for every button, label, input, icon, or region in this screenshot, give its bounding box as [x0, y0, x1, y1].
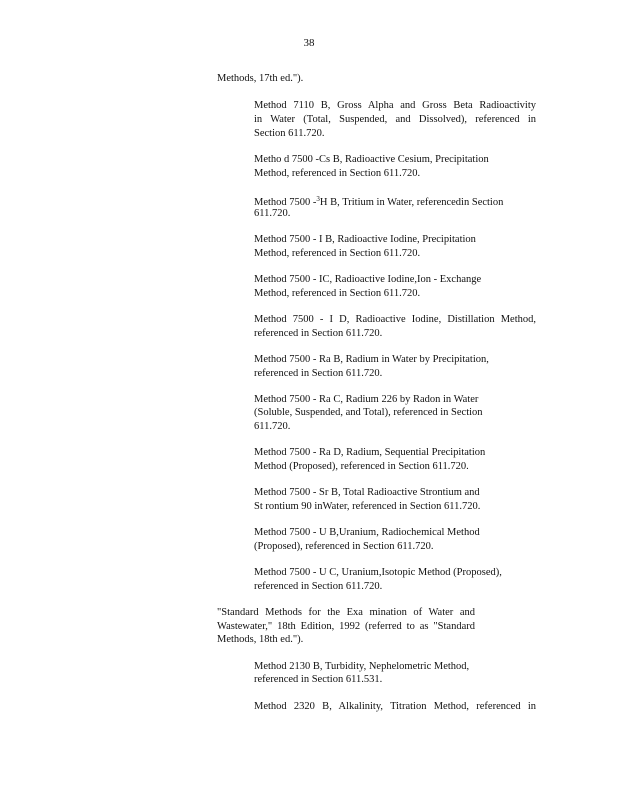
standard-methods-18th-line-3: Methods, 18th ed.").: [217, 634, 304, 645]
method-7500id-line-1: Method 7500 - I D, Radioactive Iodine, Distillation Method,: [254, 314, 536, 325]
method-7500h-line-2: 611.720.: [254, 208, 291, 219]
method-7110b-line-2: in Water (Total, Suspended, and Dissolved), referenced in: [254, 114, 536, 125]
method-7500h-prefix: Method 7500 -: [254, 197, 317, 208]
superscript-3: 3: [316, 195, 320, 203]
method-7500rac-line-1: Method 7500 - Ra C, Radium 226 by Radon in Water: [254, 394, 479, 405]
method-7500ub-line-1: Method 7500 - U B,Uranium, Radiochemical Method: [254, 527, 480, 538]
method-7500rad-line-2: Method (Proposed), referenced in Section 611.720.: [254, 461, 469, 472]
standard-methods-18th-line-1: "Standard Methods for the Exa mination of Water and: [217, 607, 475, 618]
method-7500rac-line-2: (Soluble, Suspended, and Total), referenced in Section: [254, 407, 483, 418]
method-7500rad-line-1: Method 7500 - Ra D, Radium, Sequential Precipitation: [254, 447, 486, 458]
standard-methods-18th-line-2: Wastewater," 18th Edition, 1992 (referred to as "Standard: [217, 621, 475, 632]
method-2130b-line-1: Method 2130 B, Turbidity, Nephelometric Method,: [254, 661, 470, 672]
method-7500rac-line-3: 611.720.: [254, 421, 291, 432]
method-7500h-suffix: H B, Tritium in Water, referencedin Section: [319, 197, 504, 208]
continuation-line: Methods, 17th ed.").: [217, 73, 304, 84]
method-2320b-line-1: Method 2320 B, Alkalinity, Titration Method, referenced in: [254, 701, 536, 712]
method-7500sr-line-2: St rontium 90 inWater, referenced in Section 611.720.: [254, 501, 481, 512]
method-7500ic-line-1: Method 7500 - IC, Radioactive Iodine,Ion - Exchange: [254, 274, 482, 285]
method-7500uc-line-2: referenced in Section 611.720.: [254, 581, 383, 592]
method-7110b-line-3: Section 611.720.: [254, 128, 325, 139]
method-7500ib-line-2: Method, referenced in Section 611.720.: [254, 248, 421, 259]
method-7500rab-line-1: Method 7500 - Ra B, Radium in Water by Precipitation,: [254, 354, 489, 365]
method-7500cs-line-1: Metho d 7500 -Cs B, Radioactive Cesium, Precipitation: [254, 154, 489, 165]
method-7500h-line-1: [254, 193, 503, 209]
method-7110b-line-1: Method 7110 B, Gross Alpha and Gross Beta Radioactivity: [254, 100, 536, 111]
method-7500id-line-2: referenced in Section 611.720.: [254, 328, 383, 339]
method-7500rab-line-2: referenced in Section 611.720.: [254, 368, 383, 379]
method-7500uc-line-1: Method 7500 - U C, Uranium,Isotopic Method (Proposed),: [254, 567, 502, 578]
method-2130b-line-2: referenced in Section 611.531.: [254, 674, 383, 685]
method-7500ib-line-1: Method 7500 - I B, Radioactive Iodine, Precipitation: [254, 234, 476, 245]
page-number: 38: [303, 37, 315, 49]
method-7500ic-line-2: Method, referenced in Section 611.720.: [254, 288, 421, 299]
method-7500ub-line-2: (Proposed), referenced in Section 611.720.: [254, 541, 434, 552]
method-7500sr-line-1: Method 7500 - Sr B, Total Radioactive Strontium and: [254, 487, 480, 498]
method-7500cs-line-2: Method, referenced in Section 611.720.: [254, 168, 421, 179]
